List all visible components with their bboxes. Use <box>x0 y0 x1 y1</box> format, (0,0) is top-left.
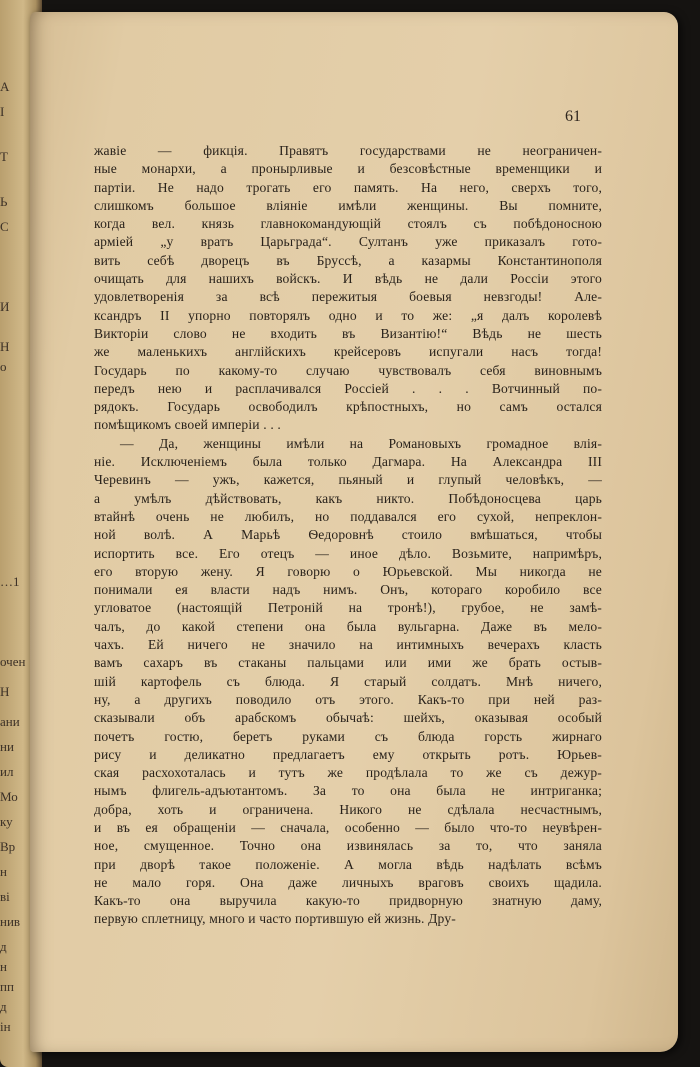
text-line: же маленькихъ англійскихъ крейсеровъ испугали насъ тогда! <box>94 344 602 360</box>
text-line: рису и деликатно предлагаетъ ему открыть ротъ. Юрьев- <box>94 746 602 762</box>
left-page-fragment: Вр <box>0 839 16 854</box>
text-line: вамъ сахаръ въ стаканы пальцами или ими же брать остыв- <box>94 655 602 671</box>
text-line: почетъ гостю, беретъ руками съ блюда горсть жирнаго <box>94 728 602 744</box>
text-line: партіи. Не надо трогать его память. На него, сверхъ того, <box>94 179 602 195</box>
left-page-fragment: І <box>0 104 5 119</box>
left-page-fragment: Н <box>0 684 10 699</box>
left-page-fragment: ни <box>0 739 14 754</box>
text-line: сказывали объ арабскомъ обычаѣ: шейхъ, оказывая особый <box>94 710 602 726</box>
text-line: нымъ флигель-адъютантомъ. За то она была не интриганка; <box>94 783 602 799</box>
text-line: очищать для нашихъ войскъ. И вѣдь не дали Россіи этого <box>94 271 602 287</box>
left-page-fragment: ани <box>0 714 20 729</box>
book-page <box>30 12 678 1052</box>
text-line: чахъ. Ей ничего не значило на интимныхъ вечерахъ класть <box>94 637 602 653</box>
text-line: помѣщикомъ своей имперіи . . . <box>94 417 281 433</box>
text-line: не мало горя. Она даже личныхъ враговъ своихъ щадила. <box>94 874 602 890</box>
left-page-fragment: И <box>0 299 10 314</box>
left-page-fragment: ін <box>0 1019 11 1034</box>
left-page-fragment: ві <box>0 889 10 904</box>
text-line: когда вел. князь главнокомандующій стоялъ съ побѣдоносною <box>94 216 602 232</box>
left-page-fragment: н <box>0 864 7 879</box>
text-line: Викторіи слово не входить въ Византію!“ Вѣдь не шесть <box>94 325 602 341</box>
text-line: понимали ея власти надъ нимъ. Онъ, котораго коробило все <box>94 582 602 598</box>
text-line: и въ ея обращеніи — сначала, особенно — было что-то неувѣрен- <box>94 819 602 835</box>
left-page-fragment: н <box>0 959 7 974</box>
text-line: — Да, женщины имѣли на Романовыхъ громадное влія- <box>120 435 602 451</box>
text-line: рядокъ. Государь освободилъ крѣпостныхъ, но самъ остался <box>94 399 602 415</box>
page-number: 61 <box>565 108 581 125</box>
text-line: а умѣлъ дѣйствовать, какъ никто. Побѣдоносцева царь <box>94 490 602 506</box>
text-line: испортить все. Его отецъ — иное дѣло. Возьмите, напримѣръ, <box>94 545 602 561</box>
left-page-fragment: Мо <box>0 789 18 804</box>
text-line: ные монархи, а пронырливые и безсовѣстные временщики и <box>94 161 602 177</box>
text-line: ной волѣ. А Марьѣ Ѳедоровнѣ стоило вмѣшаться, чтобы <box>94 527 602 543</box>
text-line: арміей „у вратъ Царьграда“. Султанъ уже приказалъ гото- <box>94 234 602 250</box>
text-line: ніе. Исключеніемъ была только Дагмара. На Александра III <box>94 454 602 470</box>
left-page-fragment: очен <box>0 654 26 669</box>
left-page-fragment: д <box>0 939 7 954</box>
text-line: первую сплетницу, много и часто портившую ей жизнь. Дру- <box>94 911 456 927</box>
text-line: Какъ-то она выручила какую-то придворную знатную даму, <box>94 893 602 909</box>
text-line: ксандръ II упорно повторялъ одно и то же: „я далъ королевѣ <box>94 307 602 323</box>
left-page-fragment: о <box>0 359 7 374</box>
text-line: жавіе — фикція. Правятъ государствами не неограничен- <box>94 143 602 158</box>
text-line: шій картофель съ блюда. Я старый солдатъ. Мнѣ ничего, <box>94 673 602 689</box>
left-page-fragment: Н <box>0 339 10 354</box>
text-line: слишкомъ большое вліяніе имѣли женщины. Вы помните, <box>94 197 602 213</box>
left-page-fragment: пп <box>0 979 14 994</box>
left-page-fragment: Т <box>0 149 8 164</box>
text-line: Черевинъ — ужъ, кажется, пьяный и глупый человѣкъ, — <box>94 472 602 488</box>
text-line: при дворѣ такое положеніе. А могла вѣдь надѣлать всѣмъ <box>94 856 602 872</box>
text-line: Государь по какому-то случаю чувствовалъ себя виновнымъ <box>94 362 602 378</box>
text-line: втайнѣ очень не любилъ, но поддавался его сухой, непреклон- <box>94 508 602 524</box>
text-line: ну, а другихъ поводило отъ этого. Какъ-то при ней раз- <box>94 691 602 707</box>
left-page-fragment: …1 <box>0 574 20 589</box>
left-page-fragment: С <box>0 219 9 234</box>
left-page-fragment: ил <box>0 764 14 779</box>
text-line: удовлетворенія за всѣ пережитыя боевыя невзгоды! Але- <box>94 289 602 305</box>
left-page-fragment: д <box>0 999 7 1014</box>
left-page-fragment: А <box>0 79 10 94</box>
left-page-fragment: ку <box>0 814 13 829</box>
text-line: вить себѣ дворецъ въ Бруссѣ, а казармы Константинополя <box>94 252 602 268</box>
text-line: добра, хоть и ограничена. Никого не сдѣлала несчастнымъ, <box>94 801 602 817</box>
text-line: угловатое (настоящій Петроній на тронѣ!), грубое, не замѣ- <box>94 600 602 616</box>
text-line: ное, смущенное. Точно она извинялась за то, что заняла <box>94 838 602 854</box>
left-page-fragment: нив <box>0 914 21 929</box>
text-line: чалъ, до какой степени она была вульгарна. Даже въ мело- <box>94 618 602 634</box>
text-line: его вторую жену. Я говорю о Юрьевской. Мы никогда не <box>94 563 602 579</box>
text-line: ская расхохоталась и тутъ же продѣлала то же съ дежур- <box>94 765 602 781</box>
left-page-fragment: Ь <box>0 194 8 209</box>
text-line: передъ нею и расплачивался Россіей . . . Вотчинный по- <box>94 380 602 396</box>
page-body-text <box>94 142 602 929</box>
